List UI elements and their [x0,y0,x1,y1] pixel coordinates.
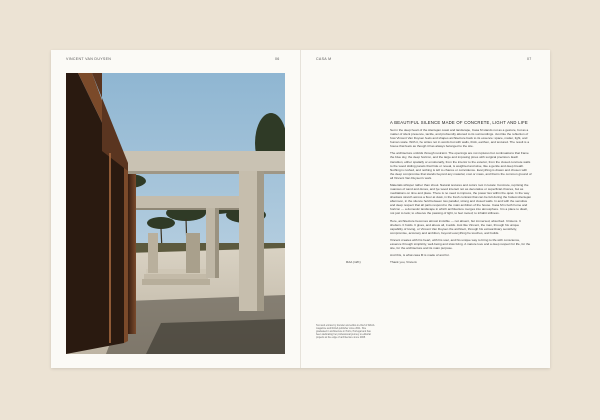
article-paragraph: Here, architecture becomes almost invisible — not absent, but immersed, absorbed. It listens. It shelters. It holds. It gives, and above all, it adds. Just like Vincent, the man, through his unique capability of loving, or Vincent Van Duysen the architect, through his extraordinary sensitivity, compromise, accuracy and ambition, beyond everything he touches, and builds. [390,218,521,235]
article-paragraph: And this, is what casa M is made of and for. [390,253,450,258]
signature-initials: RAA (12K) [346,260,361,265]
right-page-number: 07 [527,57,532,61]
right-running-header: CASA M [316,57,332,61]
left-page-number: 06 [275,57,280,61]
magazine-spread [51,50,550,368]
author-footnote: Text and entries by founder and editor-in-chief of RAAA magazine and RAAA publisher since 2011. She graduated in architecture in Porto, Portugal and has been dedicating her professional journey to editorial projects at the edge of architecture since 2008. [316,324,375,340]
signature-text: Thank you, Vincent. [390,260,418,265]
article-heading: A BEAUTIFUL SILENCE MADE OF CONCRETE, LIGHT AND LIFE [390,120,528,125]
article-paragraph: Vincent creates with his heart, with his soul, and his unique way to bring to life with conscience, essence through simplicity, well-being and slow living. A mature love and a deep respect for life, for the site, for the architecture and its main purpose. [390,237,531,250]
architecture-photo [66,73,285,354]
article-body [346,120,532,268]
right-page [301,50,550,368]
article-paragraph: The architecture unfolds through restraint. The openings are not ruptures but continuations that frame the blue sky, the deep horizon, and the large and imposing pines with surgical precision. Each transition, either spatially or emotionally, from the interior to the exterior, from the closed concrete walls to the wood sliding panels that hide or reveal, is weighted and wise, like a gentle and deep breath. Nothing is rushed, and nothing is left to chance or coincidence. Everything is drawn and chosen with the deep compromise that stands beyond any material, cost or mass, and that is the common ground of all Vincent Van Duysen's work. [390,151,532,180]
left-page [51,50,300,368]
article-paragraph: Materials whisper rather than shout. Natural textures and colors root in locale: Concrete, reprising the nuances of sand and dunes, and lye wood interact not as decorative or superficial choices, but as meditations on time and place. There is no need to impress, the power lies within the quiet. In the way shadows stretch across a floor at dusk, in the fresh contrast that can be felt during the hottest Alentejan afternoon, in the silence held between two parallel, strong and closed walls. In and with the sensitive and deep respect that all parts respond to the main ambition of the house. Casa M is both home and horizon — a domestic landscape in which architecture merges into atmosphere. It is a place to dwell, not just to look; to observe the passing of light, to feel rooted; to inhabit stillness. [390,182,532,216]
left-running-header: VINCENT VAN DUYSEN [66,57,112,61]
article-paragraph: Set in the deep heart of the Alentejan coast and landscape, Casa M stands not as a gesture, but as a matter of silent presence, tactile, and profoundly attuned to its surroundings. Just like the reflection of how Vincent Van Duysen feels and shapes architecture back to its essence: space, matter, light, and human scale. With it, he writes not in words but with walls, thick, earthen, and textured. The result is a house that feels as though it has always belonged to the site. [390,128,530,149]
signature-line [346,260,532,265]
